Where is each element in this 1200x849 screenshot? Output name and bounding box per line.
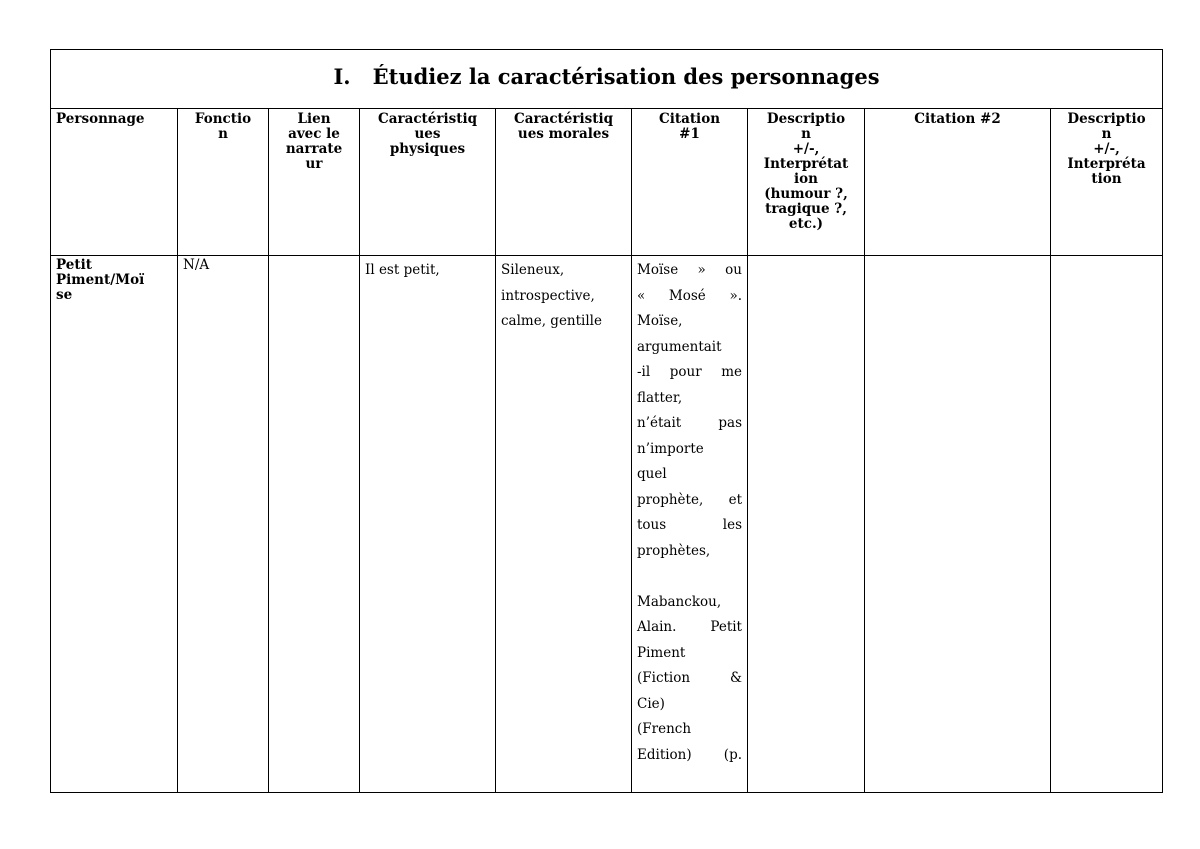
row-citation1-line: n’importe (637, 440, 704, 457)
header_lines-citation2-line: Citation #2 (914, 111, 1001, 127)
characters-table (50, 49, 1163, 793)
cell-personnage (51, 256, 178, 793)
header_lines-lien-line: ur (305, 156, 323, 172)
header_lines-description1-line: etc.) (788, 216, 824, 232)
header_lines-fonction-line: n (218, 126, 228, 142)
header_lines-description1-line: (humour ?, (764, 186, 848, 202)
row-citation1-line (637, 564, 742, 590)
header_lines-description2-line: tion (1091, 171, 1122, 187)
cell-lien (269, 256, 360, 793)
header-fonction (178, 109, 269, 256)
header-physiques (360, 109, 496, 256)
row-citation1-line: tous les (637, 517, 742, 533)
row-citation1-line: « Mosé ». (637, 287, 742, 304)
section-title-text: Étudiez la caractérisation des personnages (372, 64, 880, 89)
header-row (51, 109, 1163, 256)
document-page (50, 49, 1163, 793)
row-personnage-line: Piment/Moï (56, 272, 145, 288)
header_lines-description2-line: n (1101, 126, 1112, 142)
cell-fonction: N/A (178, 256, 269, 793)
row-citation1-line: argumentait (637, 338, 722, 355)
header_lines-description1-line: +/-, (792, 141, 820, 157)
header-morales (496, 109, 632, 256)
row-citation1-line: quel (637, 466, 667, 482)
title-cell (51, 50, 1163, 109)
header_lines-description2-line: +/-, (1093, 141, 1120, 157)
row-morales-line: introspective, (501, 287, 595, 304)
header_lines-description1-line: n (801, 126, 811, 142)
header_lines-citation1-line: Citation (658, 111, 721, 127)
header_lines-physiques-line: ues (414, 126, 441, 142)
row-morales-line: Sileneux, (501, 262, 565, 278)
header_lines-morales-line: Caractéristiq (513, 111, 614, 127)
header_lines-morales-line: ues morales (517, 126, 610, 142)
cell-citation2 (865, 256, 1051, 793)
row-citation1-line: Cie) (637, 695, 665, 712)
cell-morales (496, 256, 632, 793)
row-citation1-line: Piment (637, 644, 686, 661)
header_lines-lien-line: avec le (288, 126, 340, 142)
header_lines-personnage-line: Personnage (56, 111, 145, 127)
row-citation1-line: prophète, et (637, 491, 742, 508)
header_lines-lien-line: narrate (285, 141, 343, 157)
row-personnage-line: se (56, 287, 73, 303)
header_lines-description1-line: tragique ?, (765, 201, 847, 217)
row-citation1-line: Moïse » ou (637, 262, 742, 278)
cell-description1 (748, 256, 865, 793)
table-row (51, 256, 1163, 793)
header_lines-description2-line: Interpréta (1067, 156, 1146, 172)
row-citation1-line: prophètes, (637, 542, 711, 559)
header_lines-citation1-line: #1 (679, 126, 700, 142)
header_lines-description1-line: ion (794, 171, 818, 187)
cell-physiques-text: Il est petit, (365, 262, 440, 278)
section-number: I. (333, 64, 351, 89)
cell-citation1 (632, 256, 748, 793)
header-description1 (748, 109, 865, 256)
header_lines-physiques-line: physiques (389, 141, 466, 157)
header_lines-physiques-line: Caractéristiq (377, 111, 478, 127)
row-citation1-line: Edition) (p. (637, 746, 742, 763)
row-personnage-line: Petit (56, 257, 92, 273)
header_lines-fonction-line: Fonctio (194, 111, 252, 127)
row-citation1-line: flatter, (637, 389, 683, 406)
header_lines-description1-line: Descriptio (766, 111, 846, 127)
header_lines-description2-line: Descriptio (1067, 111, 1146, 127)
header-citation1 (632, 109, 748, 256)
row-citation1-line: n’était pas (637, 415, 742, 431)
cell-description2 (1051, 256, 1163, 793)
row-citation1-line: Mabanckou, (637, 593, 722, 610)
header_lines-lien-line: Lien (297, 111, 331, 127)
row-citation1-line: (French (637, 721, 692, 737)
header-personnage (51, 109, 178, 256)
row-citation1-line: Moïse, (637, 313, 683, 329)
row-citation1-line: Alain. Petit (637, 619, 742, 635)
header-description2 (1051, 109, 1163, 256)
header_lines-description1-line: Interprétat (763, 156, 849, 172)
cell-physiques (360, 256, 496, 793)
row-citation1-line: -il pour me (637, 364, 742, 380)
header-lien (269, 109, 360, 256)
row-citation1-line: (Fiction & (637, 670, 742, 686)
header-citation2 (865, 109, 1051, 256)
row-morales-line: calme, gentille (501, 313, 602, 329)
section-title (333, 64, 879, 89)
